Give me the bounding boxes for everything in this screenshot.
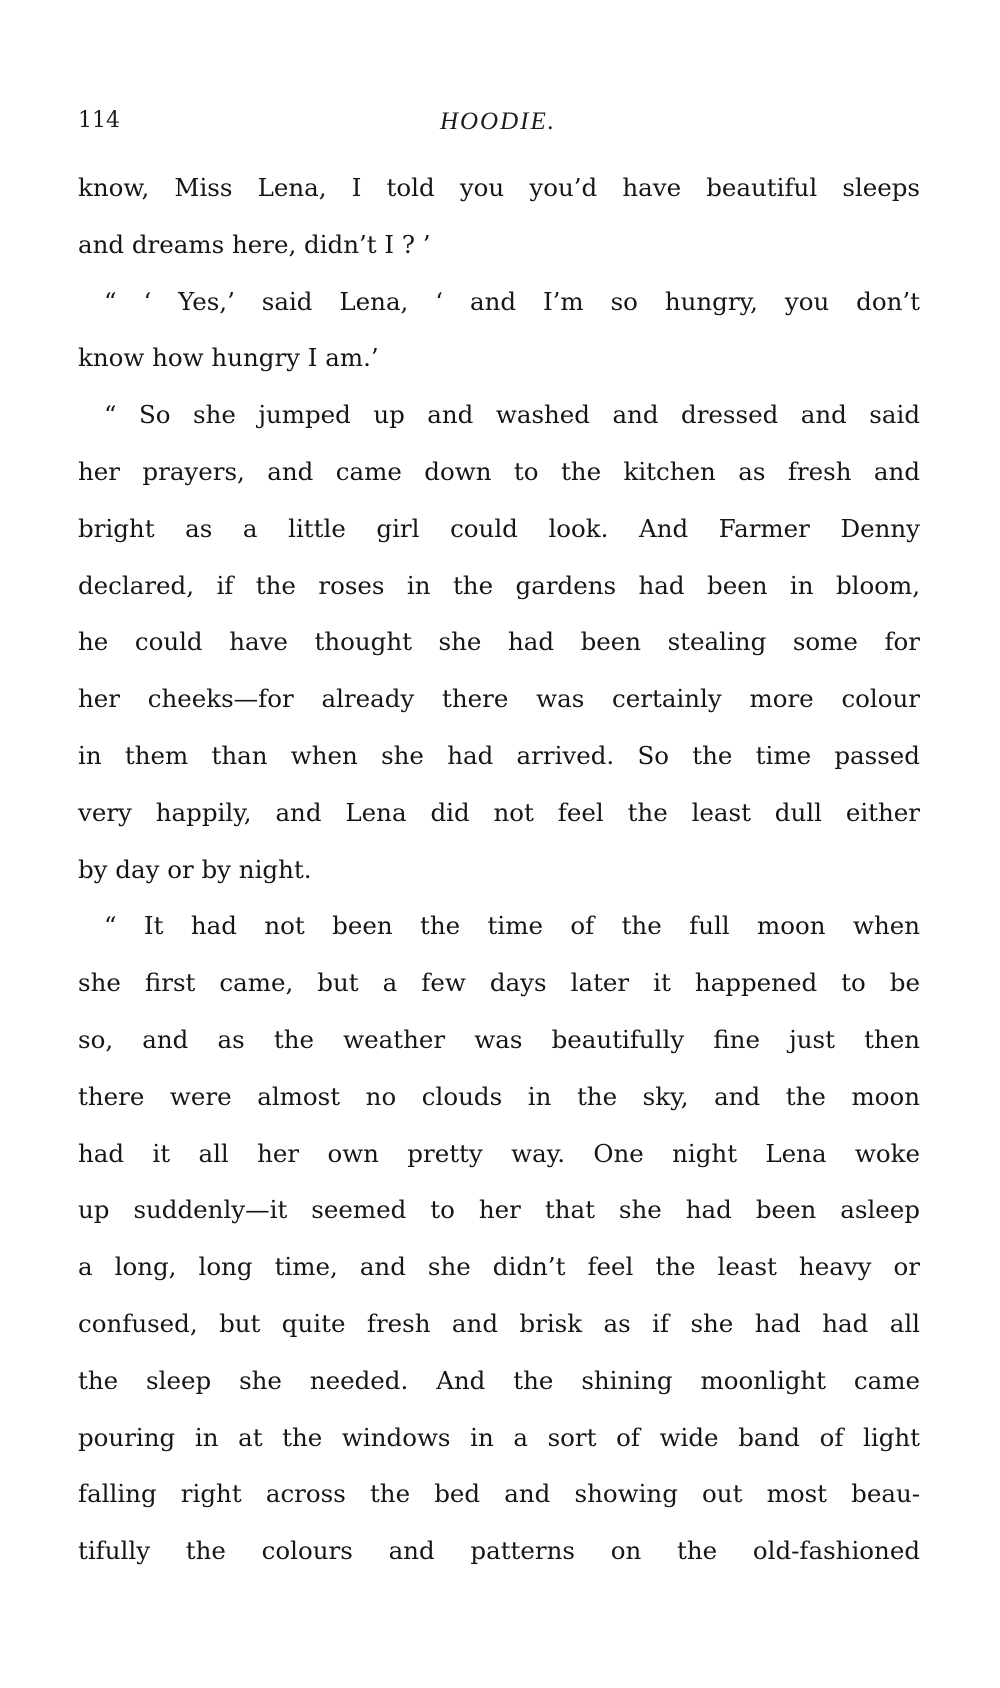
text-line: “ ‘ Yes,’ said Lena, ‘ and I’m so hungry, you don’t bbox=[104, 286, 920, 316]
text-line: know how hungry I am.’ bbox=[78, 343, 379, 373]
body-text bbox=[78, 160, 920, 1580]
text-line: up suddenly—it seemed to her that she had been asleep bbox=[78, 1195, 920, 1225]
text-line: very happily, and Lena did not feel the least dull either bbox=[78, 797, 920, 827]
text-line: a long, long time, and she didn’t feel the least heavy or bbox=[78, 1252, 920, 1282]
text-line: tifully the colours and patterns on the old-fashioned bbox=[78, 1536, 920, 1566]
text-line: confused, but quite fresh and brisk as if she had had all bbox=[78, 1308, 920, 1338]
running-title: HOODIE. bbox=[439, 108, 557, 135]
text-line: her cheeks—for already there was certainly more colour bbox=[78, 684, 920, 714]
text-line: by day or by night. bbox=[78, 854, 312, 884]
text-line: the sleep she needed. And the shining moonlight came bbox=[78, 1365, 920, 1395]
text-line: “ So she jumped up and washed and dressed and said bbox=[104, 400, 920, 430]
page-number: 114 bbox=[78, 108, 120, 133]
text-line: bright as a little girl could look. And Farmer Denny bbox=[78, 513, 920, 543]
text-line: pouring in at the windows in a sort of wide band of light bbox=[78, 1422, 920, 1452]
text-line: there were almost no clouds in the sky, and the moon bbox=[78, 1081, 920, 1111]
text-line: and dreams here, didn’t I ? ’ bbox=[78, 229, 431, 259]
text-line: her prayers, and came down to the kitchen as fresh and bbox=[78, 456, 920, 486]
page-header bbox=[78, 108, 918, 144]
text-line: in them than when she had arrived. So the time passed bbox=[78, 740, 920, 770]
text-line: declared, if the roses in the gardens had been in bloom, bbox=[78, 570, 920, 600]
text-line: she first came, but a few days later it happened to be bbox=[78, 968, 920, 998]
text-line: “ It had not been the time of the full moon when bbox=[104, 911, 920, 941]
text-line: had it all her own pretty way. One night Lena woke bbox=[78, 1138, 920, 1168]
text-line: he could have thought she had been stealing some for bbox=[78, 627, 920, 657]
text-line: so, and as the weather was beautifully fine just then bbox=[78, 1024, 920, 1054]
text-line: know, Miss Lena, I told you you’d have beautiful sleeps bbox=[78, 173, 920, 202]
text-line: falling right across the bed and showing out most beau- bbox=[78, 1479, 920, 1509]
